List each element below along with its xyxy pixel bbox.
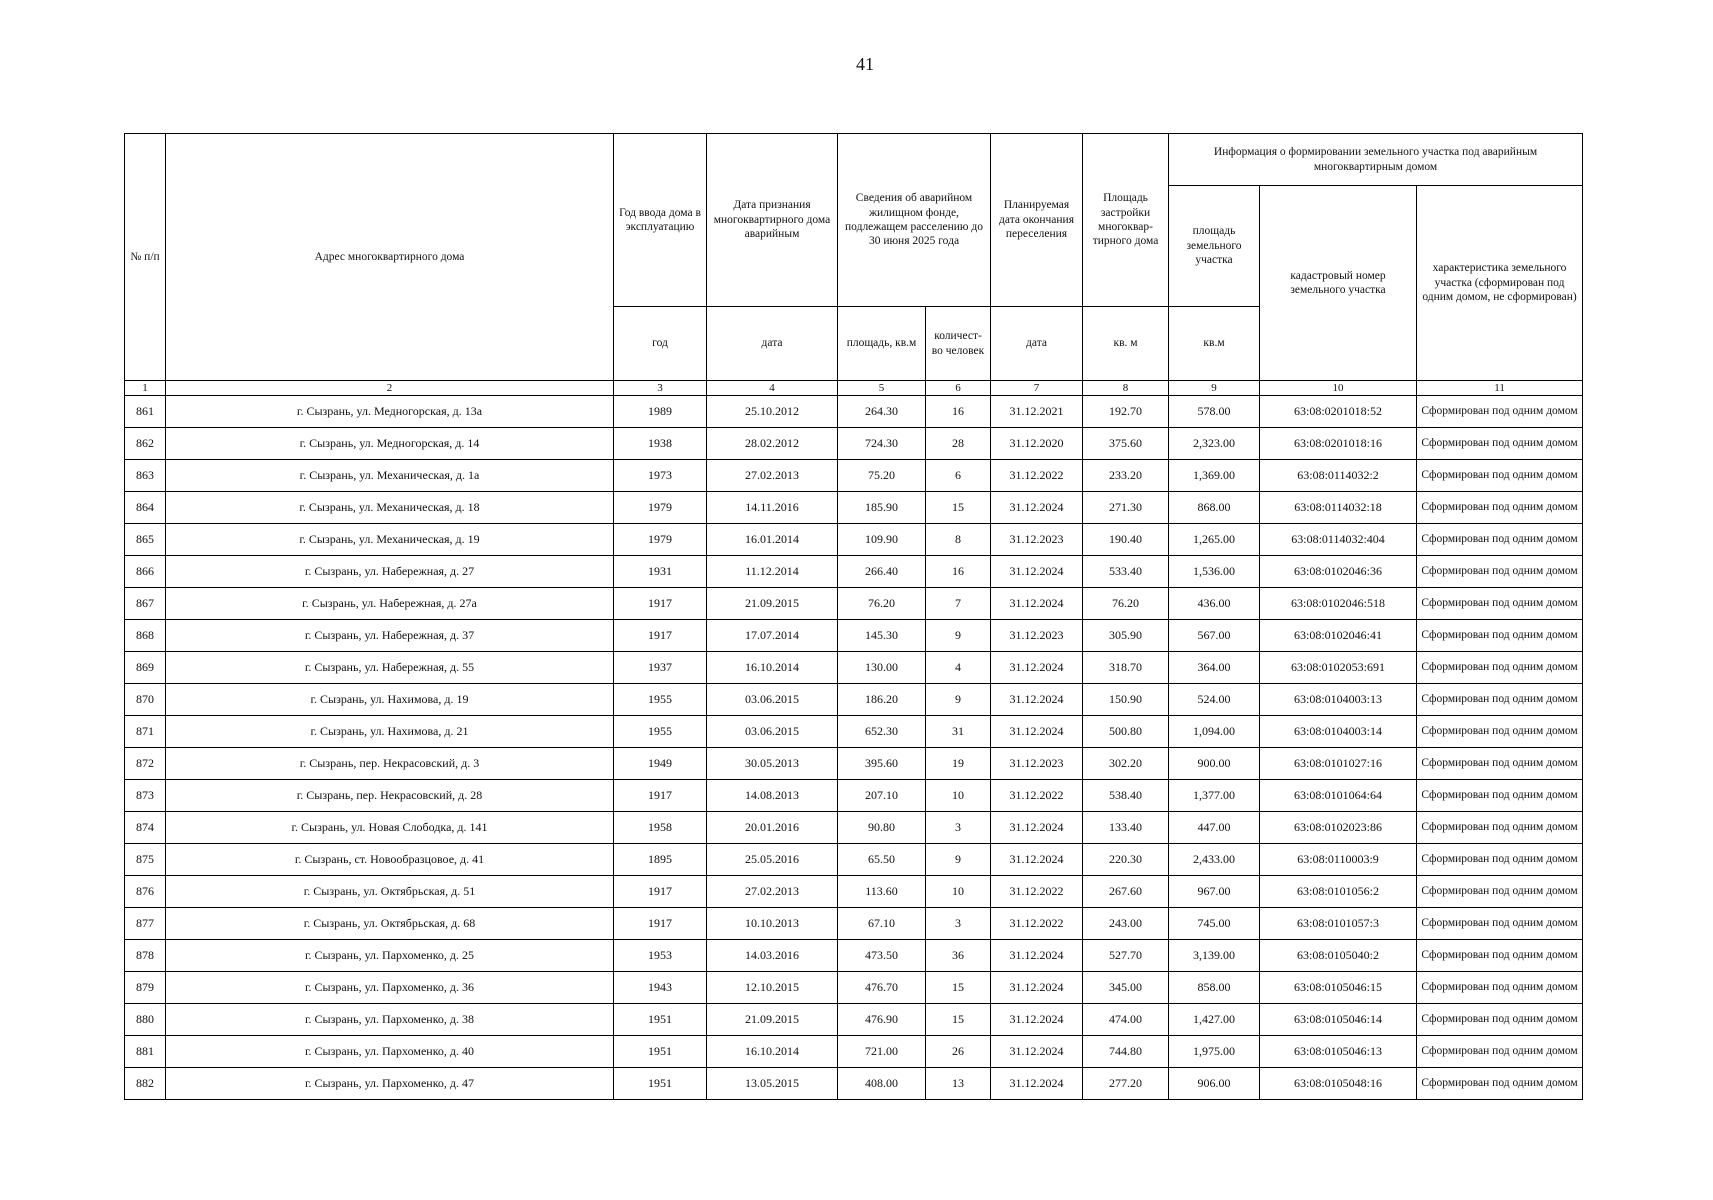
table-row [125,844,1583,876]
building-area-cell: 150.90 [1083,684,1169,716]
building-area-cell: 220.30 [1083,844,1169,876]
table-row [125,684,1583,716]
row-number: 876 [125,876,166,908]
building-area-cell: 318.70 [1083,652,1169,684]
row-number: 862 [125,428,166,460]
people-cell: 8 [926,524,991,556]
land-area-cell: 567.00 [1169,620,1260,652]
cadastral-number-cell: 63:08:0105048:16 [1260,1068,1417,1100]
address-cell: г. Сызрань, ул. Октябрьская, д. 51 [166,876,614,908]
area-cell: 207.10 [838,780,926,812]
address-cell: г. Сызрань, ул. Пархоменко, д. 25 [166,940,614,972]
people-cell: 3 [926,908,991,940]
land-area-cell: 1,369.00 [1169,460,1260,492]
address-cell: г. Сызрань, ул. Пархоменко, д. 38 [166,1004,614,1036]
cadastral-number-cell: 63:08:0105046:13 [1260,1036,1417,1068]
address-cell: г. Сызрань, ул. Набережная, д. 27 [166,556,614,588]
year-cell: 1989 [614,396,707,428]
column-number: 1 [125,381,166,396]
table-row [125,876,1583,908]
table-body [125,396,1583,1100]
table-row [125,780,1583,812]
land-area-cell: 1,427.00 [1169,1004,1260,1036]
planned-date-cell: 31.12.2023 [991,524,1083,556]
characteristic-cell: Сформирован под одним домом [1417,556,1583,588]
characteristic-cell: Сформирован под одним домом [1417,1036,1583,1068]
characteristic-cell: Сформирован под одним домом [1417,908,1583,940]
area-cell: 113.60 [838,876,926,908]
table-row [125,1036,1583,1068]
address-cell: г. Сызрань, ул. Механическая, д. 1а [166,460,614,492]
cadastral-number-cell: 63:08:0102046:41 [1260,620,1417,652]
area-cell: 408.00 [838,1068,926,1100]
planned-date-cell: 31.12.2022 [991,876,1083,908]
planned-date-cell: 31.12.2024 [991,684,1083,716]
row-number: 878 [125,940,166,972]
area-cell: 724.30 [838,428,926,460]
table-row [125,652,1583,684]
land-area-cell: 2,323.00 [1169,428,1260,460]
address-cell: г. Сызрань, ул. Набережная, д. 37 [166,620,614,652]
year-cell: 1937 [614,652,707,684]
address-cell: г. Сызрань, ул. Пархоменко, д. 40 [166,1036,614,1068]
cadastral-number-cell: 63:08:0114032:404 [1260,524,1417,556]
people-cell: 4 [926,652,991,684]
area-cell: 476.70 [838,972,926,1004]
area-cell: 90.80 [838,812,926,844]
land-area-cell: 1,975.00 [1169,1036,1260,1068]
year-cell: 1955 [614,684,707,716]
header-num: № п/п [125,134,166,381]
recognition-date-cell: 25.10.2012 [707,396,838,428]
row-number: 867 [125,588,166,620]
people-cell: 15 [926,492,991,524]
recognition-date-cell: 27.02.2013 [707,460,838,492]
cadastral-number-cell: 63:08:0104003:14 [1260,716,1417,748]
building-area-cell: 305.90 [1083,620,1169,652]
year-cell: 1931 [614,556,707,588]
area-cell: 186.20 [838,684,926,716]
recognition-date-cell: 28.02.2012 [707,428,838,460]
land-area-cell: 3,139.00 [1169,940,1260,972]
address-cell: г. Сызрань, ул. Механическая, д. 19 [166,524,614,556]
building-area-cell: 76.20 [1083,588,1169,620]
area-cell: 266.40 [838,556,926,588]
building-area-cell: 345.00 [1083,972,1169,1004]
planned-date-cell: 31.12.2024 [991,588,1083,620]
column-number: 3 [614,381,707,396]
recognition-date-cell: 30.05.2013 [707,748,838,780]
row-number: 866 [125,556,166,588]
cadastral-number-cell: 63:08:0105046:15 [1260,972,1417,1004]
people-cell: 19 [926,748,991,780]
unit-area: площадь, кв.м [838,307,926,381]
year-cell: 1958 [614,812,707,844]
column-number: 6 [926,381,991,396]
recognition-date-cell: 16.10.2014 [707,652,838,684]
row-number: 873 [125,780,166,812]
land-area-cell: 745.00 [1169,908,1260,940]
area-cell: 75.20 [838,460,926,492]
header-characteristic: характеристика земельного участка (сформирован под одним домом, не сформирован) [1417,186,1583,381]
address-cell: г. Сызрань, ул. Набережная, д. 55 [166,652,614,684]
emergency-housing-table [124,133,1583,1100]
characteristic-cell: Сформирован под одним домом [1417,1068,1583,1100]
land-area-cell: 900.00 [1169,748,1260,780]
land-area-cell: 2,433.00 [1169,844,1260,876]
building-area-cell: 474.00 [1083,1004,1169,1036]
row-number: 870 [125,684,166,716]
header-address: Адрес многоквартирного дома [166,134,614,381]
planned-date-cell: 31.12.2021 [991,396,1083,428]
address-cell: г. Сызрань, ул. Новая Слободка, д. 141 [166,812,614,844]
area-cell: 130.00 [838,652,926,684]
building-area-cell: 538.40 [1083,780,1169,812]
year-cell: 1917 [614,620,707,652]
recognition-date-cell: 10.10.2013 [707,908,838,940]
building-area-cell: 277.20 [1083,1068,1169,1100]
area-cell: 652.30 [838,716,926,748]
unit-land-area: кв.м [1169,307,1260,381]
year-cell: 1895 [614,844,707,876]
column-number: 7 [991,381,1083,396]
row-number: 871 [125,716,166,748]
year-cell: 1938 [614,428,707,460]
people-cell: 9 [926,684,991,716]
cadastral-number-cell: 63:08:0102023:86 [1260,812,1417,844]
header-land-area: площадь земельного участка [1169,186,1260,307]
cadastral-number-cell: 63:08:0101057:3 [1260,908,1417,940]
address-cell: г. Сызрань, пер. Некрасовский, д. 3 [166,748,614,780]
cadastral-number-cell: 63:08:0101064:64 [1260,780,1417,812]
table-row [125,460,1583,492]
header-date-recognition: Дата признания многоквартирного дома аварийным [707,134,838,307]
land-area-cell: 906.00 [1169,1068,1260,1100]
address-cell: г. Сызрань, ул. Медногорская, д. 14 [166,428,614,460]
year-cell: 1951 [614,1036,707,1068]
characteristic-cell: Сформирован под одним домом [1417,396,1583,428]
recognition-date-cell: 14.11.2016 [707,492,838,524]
column-number: 8 [1083,381,1169,396]
characteristic-cell: Сформирован под одним домом [1417,748,1583,780]
people-cell: 15 [926,1004,991,1036]
cadastral-number-cell: 63:08:0102053:691 [1260,652,1417,684]
cadastral-number-cell: 63:08:0110003:9 [1260,844,1417,876]
characteristic-cell: Сформирован под одним домом [1417,876,1583,908]
recognition-date-cell: 14.08.2013 [707,780,838,812]
people-cell: 36 [926,940,991,972]
building-area-cell: 243.00 [1083,908,1169,940]
row-number: 869 [125,652,166,684]
land-area-cell: 1,094.00 [1169,716,1260,748]
planned-date-cell: 31.12.2024 [991,972,1083,1004]
unit-build-area: кв. м [1083,307,1169,381]
recognition-date-cell: 17.07.2014 [707,620,838,652]
planned-date-cell: 31.12.2024 [991,1036,1083,1068]
people-cell: 13 [926,1068,991,1100]
characteristic-cell: Сформирован под одним домом [1417,684,1583,716]
row-number: 881 [125,1036,166,1068]
planned-date-cell: 31.12.2024 [991,1068,1083,1100]
column-number: 4 [707,381,838,396]
row-number: 880 [125,1004,166,1036]
building-area-cell: 267.60 [1083,876,1169,908]
column-number: 10 [1260,381,1417,396]
address-cell: г. Сызрань, пер. Некрасовский, д. 28 [166,780,614,812]
year-cell: 1917 [614,588,707,620]
planned-date-cell: 31.12.2023 [991,620,1083,652]
planned-date-cell: 31.12.2022 [991,460,1083,492]
address-cell: г. Сызрань, ст. Новообразцовое, д. 41 [166,844,614,876]
characteristic-cell: Сформирован под одним домом [1417,716,1583,748]
land-area-cell: 868.00 [1169,492,1260,524]
land-area-cell: 967.00 [1169,876,1260,908]
land-area-cell: 364.00 [1169,652,1260,684]
table-row [125,908,1583,940]
land-area-cell: 524.00 [1169,684,1260,716]
year-cell: 1951 [614,1068,707,1100]
unit-people: количест-во человек [926,307,991,381]
year-cell: 1973 [614,460,707,492]
row-number: 879 [125,972,166,1004]
characteristic-cell: Сформирован под одним домом [1417,652,1583,684]
row-number: 865 [125,524,166,556]
header-cadastral: кадастровый номер земельного участка [1260,186,1417,381]
address-cell: г. Сызрань, ул. Пархоменко, д. 47 [166,1068,614,1100]
table-row [125,972,1583,1004]
people-cell: 7 [926,588,991,620]
table-row [125,620,1583,652]
characteristic-cell: Сформирован под одним домом [1417,620,1583,652]
year-cell: 1979 [614,524,707,556]
column-number: 5 [838,381,926,396]
planned-date-cell: 31.12.2020 [991,428,1083,460]
area-cell: 67.10 [838,908,926,940]
table-row [125,812,1583,844]
cadastral-number-cell: 63:08:0105040:2 [1260,940,1417,972]
area-cell: 76.20 [838,588,926,620]
people-cell: 10 [926,876,991,908]
header-building-area: Площадь застройки многоквар-тирного дома [1083,134,1169,307]
building-area-cell: 271.30 [1083,492,1169,524]
address-cell: г. Сызрань, ул. Октябрьская, д. 68 [166,908,614,940]
area-cell: 476.90 [838,1004,926,1036]
cadastral-number-cell: 63:08:0201018:16 [1260,428,1417,460]
planned-date-cell: 31.12.2024 [991,492,1083,524]
column-number: 9 [1169,381,1260,396]
people-cell: 16 [926,396,991,428]
people-cell: 15 [926,972,991,1004]
header-land-info: Информация о формировании земельного участка под аварийным многоквартирным домом [1169,134,1583,186]
address-cell: г. Сызрань, ул. Медногорская, д. 13а [166,396,614,428]
land-area-cell: 436.00 [1169,588,1260,620]
table-row [125,1068,1583,1100]
recognition-date-cell: 16.01.2014 [707,524,838,556]
people-cell: 31 [926,716,991,748]
recognition-date-cell: 03.06.2015 [707,684,838,716]
building-area-cell: 533.40 [1083,556,1169,588]
characteristic-cell: Сформирован под одним домом [1417,524,1583,556]
cadastral-number-cell: 63:08:0105046:14 [1260,1004,1417,1036]
table-row [125,940,1583,972]
row-number: 882 [125,1068,166,1100]
cadastral-number-cell: 63:08:0104003:13 [1260,684,1417,716]
recognition-date-cell: 27.02.2013 [707,876,838,908]
building-area-cell: 744.80 [1083,1036,1169,1068]
address-cell: г. Сызрань, ул. Набережная, д. 27а [166,588,614,620]
recognition-date-cell: 25.05.2016 [707,844,838,876]
row-number: 864 [125,492,166,524]
address-cell: г. Сызрань, ул. Нахимова, д. 21 [166,716,614,748]
area-cell: 721.00 [838,1036,926,1068]
year-cell: 1917 [614,780,707,812]
land-area-cell: 578.00 [1169,396,1260,428]
row-number: 863 [125,460,166,492]
table-row [125,428,1583,460]
table-row [125,524,1583,556]
cadastral-number-cell: 63:08:0101027:16 [1260,748,1417,780]
cadastral-number-cell: 63:08:0114032:18 [1260,492,1417,524]
land-area-cell: 447.00 [1169,812,1260,844]
header-emergency-fund: Сведения об аварийном жилищном фонде, подлежащем расселению до 30 июня 2025 года [838,134,991,307]
unit-year: год [614,307,707,381]
address-cell: г. Сызрань, ул. Нахимова, д. 19 [166,684,614,716]
building-area-cell: 500.80 [1083,716,1169,748]
building-area-cell: 133.40 [1083,812,1169,844]
planned-date-cell: 31.12.2024 [991,940,1083,972]
row-number: 868 [125,620,166,652]
unit-plan-date: дата [991,307,1083,381]
people-cell: 16 [926,556,991,588]
characteristic-cell: Сформирован под одним домом [1417,972,1583,1004]
header-planned-date: Планируемая дата окончания переселения [991,134,1083,307]
row-number: 874 [125,812,166,844]
row-number: 872 [125,748,166,780]
year-cell: 1949 [614,748,707,780]
planned-date-cell: 31.12.2024 [991,652,1083,684]
building-area-cell: 375.60 [1083,428,1169,460]
planned-date-cell: 31.12.2023 [991,748,1083,780]
people-cell: 6 [926,460,991,492]
cadastral-number-cell: 63:08:0102046:36 [1260,556,1417,588]
cadastral-number-cell: 63:08:0101056:2 [1260,876,1417,908]
table-header [125,134,1583,396]
row-number: 861 [125,396,166,428]
planned-date-cell: 31.12.2022 [991,780,1083,812]
recognition-date-cell: 12.10.2015 [707,972,838,1004]
building-area-cell: 233.20 [1083,460,1169,492]
building-area-cell: 190.40 [1083,524,1169,556]
land-area-cell: 858.00 [1169,972,1260,1004]
area-cell: 185.90 [838,492,926,524]
building-area-cell: 302.20 [1083,748,1169,780]
recognition-date-cell: 20.01.2016 [707,812,838,844]
recognition-date-cell: 21.09.2015 [707,588,838,620]
characteristic-cell: Сформирован под одним домом [1417,460,1583,492]
land-area-cell: 1,377.00 [1169,780,1260,812]
year-cell: 1955 [614,716,707,748]
area-cell: 395.60 [838,748,926,780]
table-row [125,556,1583,588]
characteristic-cell: Сформирован под одним домом [1417,940,1583,972]
year-cell: 1953 [614,940,707,972]
area-cell: 109.90 [838,524,926,556]
page-number: 41 [856,54,874,74]
table-row [125,588,1583,620]
cadastral-number-cell: 63:08:0201018:52 [1260,396,1417,428]
cadastral-number-cell: 63:08:0102046:518 [1260,588,1417,620]
unit-date: дата [707,307,838,381]
recognition-date-cell: 16.10.2014 [707,1036,838,1068]
people-cell: 3 [926,812,991,844]
characteristic-cell: Сформирован под одним домом [1417,780,1583,812]
table-row [125,492,1583,524]
address-cell: г. Сызрань, ул. Пархоменко, д. 36 [166,972,614,1004]
characteristic-cell: Сформирован под одним домом [1417,588,1583,620]
area-cell: 473.50 [838,940,926,972]
planned-date-cell: 31.12.2024 [991,1004,1083,1036]
planned-date-cell: 31.12.2024 [991,716,1083,748]
cadastral-number-cell: 63:08:0114032:2 [1260,460,1417,492]
recognition-date-cell: 13.05.2015 [707,1068,838,1100]
table-row [125,716,1583,748]
year-cell: 1917 [614,908,707,940]
building-area-cell: 527.70 [1083,940,1169,972]
characteristic-cell: Сформирован под одним домом [1417,812,1583,844]
column-numbers-row [125,381,1583,396]
land-area-cell: 1,265.00 [1169,524,1260,556]
area-cell: 264.30 [838,396,926,428]
people-cell: 10 [926,780,991,812]
column-number: 2 [166,381,614,396]
characteristic-cell: Сформирован под одним домом [1417,492,1583,524]
header-year-commission: Год ввода дома в эксплуатацию [614,134,707,307]
recognition-date-cell: 11.12.2014 [707,556,838,588]
recognition-date-cell: 14.03.2016 [707,940,838,972]
year-cell: 1951 [614,1004,707,1036]
planned-date-cell: 31.12.2024 [991,844,1083,876]
year-cell: 1917 [614,876,707,908]
table-row [125,748,1583,780]
column-number: 11 [1417,381,1583,396]
table-row [125,1004,1583,1036]
row-number: 877 [125,908,166,940]
table-row [125,396,1583,428]
planned-date-cell: 31.12.2024 [991,556,1083,588]
area-cell: 65.50 [838,844,926,876]
land-area-cell: 1,536.00 [1169,556,1260,588]
planned-date-cell: 31.12.2024 [991,812,1083,844]
planned-date-cell: 31.12.2022 [991,908,1083,940]
people-cell: 26 [926,1036,991,1068]
year-cell: 1979 [614,492,707,524]
characteristic-cell: Сформирован под одним домом [1417,1004,1583,1036]
area-cell: 145.30 [838,620,926,652]
characteristic-cell: Сформирован под одним домом [1417,428,1583,460]
recognition-date-cell: 03.06.2015 [707,716,838,748]
year-cell: 1943 [614,972,707,1004]
building-area-cell: 192.70 [1083,396,1169,428]
people-cell: 28 [926,428,991,460]
recognition-date-cell: 21.09.2015 [707,1004,838,1036]
people-cell: 9 [926,844,991,876]
row-number: 875 [125,844,166,876]
people-cell: 9 [926,620,991,652]
characteristic-cell: Сформирован под одним домом [1417,844,1583,876]
address-cell: г. Сызрань, ул. Механическая, д. 18 [166,492,614,524]
